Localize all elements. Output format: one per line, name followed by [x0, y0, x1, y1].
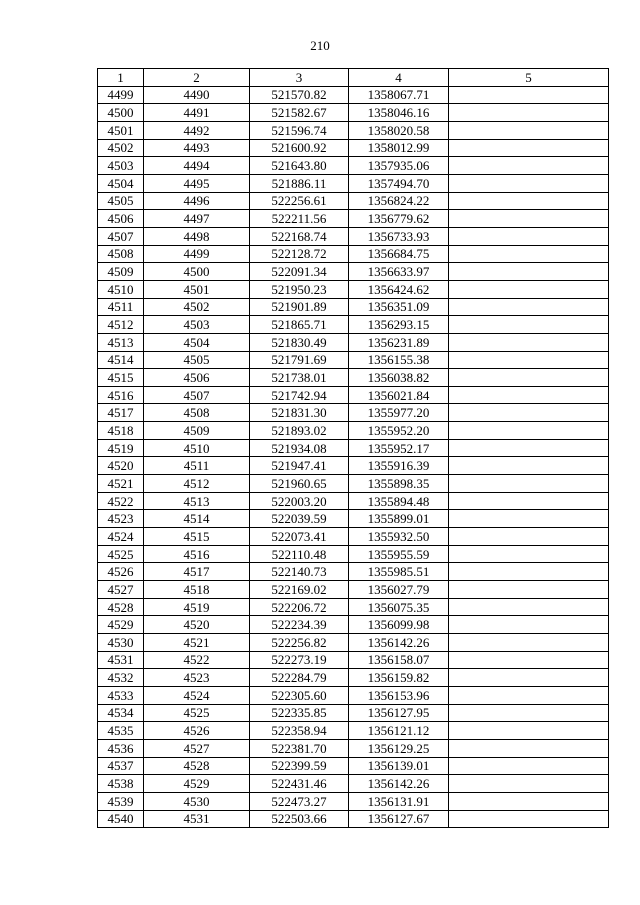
table-cell-col-3: 522128.72 — [250, 245, 349, 263]
table-cell-col-4: 1356155.38 — [349, 351, 449, 369]
table-cell-col-5 — [449, 386, 609, 404]
table-cell-col-3: 522431.46 — [250, 775, 349, 793]
table-cell-col-4: 1355932.50 — [349, 528, 449, 546]
table-cell-col-5 — [449, 651, 609, 669]
table-cell-col-5 — [449, 563, 609, 581]
table-cell-col-1: 4529 — [98, 616, 144, 634]
table-cell-col-3: 522284.79 — [250, 669, 349, 687]
table-row — [98, 475, 609, 493]
table-cell-col-2: 4511 — [144, 457, 250, 475]
table-cell-col-1: 4540 — [98, 810, 144, 828]
table-row — [98, 104, 609, 122]
table-row — [98, 86, 609, 104]
table-cell-col-4: 1355916.39 — [349, 457, 449, 475]
table-cell-col-1: 4522 — [98, 492, 144, 510]
table-cell-col-3: 521738.01 — [250, 369, 349, 387]
table-cell-col-3: 521893.02 — [250, 422, 349, 440]
table-cell-col-5 — [449, 210, 609, 228]
table-cell-col-1: 4532 — [98, 669, 144, 687]
table-cell-col-1: 4535 — [98, 722, 144, 740]
table-cell-col-1: 4538 — [98, 775, 144, 793]
table-cell-col-2: 4516 — [144, 545, 250, 563]
table-cell-col-2: 4498 — [144, 227, 250, 245]
table-cell-col-1: 4516 — [98, 386, 144, 404]
table-cell-col-2: 4521 — [144, 634, 250, 652]
table-cell-col-5 — [449, 263, 609, 281]
table-cell-col-1: 4509 — [98, 263, 144, 281]
table-cell-col-1: 4511 — [98, 298, 144, 316]
table-cell-col-4: 1358020.58 — [349, 121, 449, 139]
table-cell-col-4: 1356684.75 — [349, 245, 449, 263]
table-cell-col-5 — [449, 757, 609, 775]
table-cell-col-1: 4510 — [98, 280, 144, 298]
table-row — [98, 210, 609, 228]
table-row — [98, 810, 609, 828]
table-cell-col-1: 4502 — [98, 139, 144, 157]
table-cell-col-2: 4525 — [144, 704, 250, 722]
table-row — [98, 386, 609, 404]
page-number: 210 — [310, 38, 330, 53]
table-cell-col-1: 4521 — [98, 475, 144, 493]
table-cell-col-4: 1355899.01 — [349, 510, 449, 528]
table-cell-col-4: 1356038.82 — [349, 369, 449, 387]
table-cell-col-4: 1356633.97 — [349, 263, 449, 281]
table-row — [98, 139, 609, 157]
table-cell-col-1: 4526 — [98, 563, 144, 581]
table-cell-col-5 — [449, 810, 609, 828]
table-cell-col-2: 4508 — [144, 404, 250, 422]
table-cell-col-2: 4512 — [144, 475, 250, 493]
table-cell-col-4: 1356153.96 — [349, 686, 449, 704]
table-cell-col-5 — [449, 227, 609, 245]
table-cell-col-4: 1356824.22 — [349, 192, 449, 210]
table-cell-col-4: 1357935.06 — [349, 157, 449, 175]
table-cell-col-4: 1356131.91 — [349, 792, 449, 810]
table-row — [98, 686, 609, 704]
table-cell-col-3: 522305.60 — [250, 686, 349, 704]
table-cell-col-2: 4515 — [144, 528, 250, 546]
table-cell-col-3: 522256.61 — [250, 192, 349, 210]
table-cell-col-4: 1355894.48 — [349, 492, 449, 510]
table-cell-col-2: 4506 — [144, 369, 250, 387]
table-cell-col-4: 1356733.93 — [349, 227, 449, 245]
table-cell-col-5 — [449, 528, 609, 546]
table-cell-col-5 — [449, 139, 609, 157]
table-cell-col-2: 4530 — [144, 792, 250, 810]
table-cell-col-2: 4531 — [144, 810, 250, 828]
table-cell-col-1: 4527 — [98, 581, 144, 599]
table-row — [98, 457, 609, 475]
table-cell-col-3: 522381.70 — [250, 739, 349, 757]
table-cell-col-3: 522110.48 — [250, 545, 349, 563]
column-header-2: 2 — [144, 69, 250, 87]
table-cell-col-4: 1356159.82 — [349, 669, 449, 687]
table-cell-col-1: 4515 — [98, 369, 144, 387]
table-cell-col-2: 4507 — [144, 386, 250, 404]
table-cell-col-4: 1356142.26 — [349, 775, 449, 793]
table-cell-col-4: 1356142.26 — [349, 634, 449, 652]
table-cell-col-5 — [449, 792, 609, 810]
table-cell-col-2: 4504 — [144, 333, 250, 351]
table-cell-col-5 — [449, 351, 609, 369]
table-cell-col-1: 4539 — [98, 792, 144, 810]
table-cell-col-1: 4508 — [98, 245, 144, 263]
table-cell-col-3: 521831.30 — [250, 404, 349, 422]
table-cell-col-3: 522399.59 — [250, 757, 349, 775]
table-cell-col-5 — [449, 634, 609, 652]
table-cell-col-2: 4490 — [144, 86, 250, 104]
table-cell-col-2: 4503 — [144, 316, 250, 334]
table-cell-col-1: 4533 — [98, 686, 144, 704]
table-cell-col-1: 4513 — [98, 333, 144, 351]
table-cell-col-5 — [449, 86, 609, 104]
table-row — [98, 280, 609, 298]
table-cell-col-2: 4493 — [144, 139, 250, 157]
table-row — [98, 757, 609, 775]
table-row — [98, 704, 609, 722]
table-cell-col-1: 4501 — [98, 121, 144, 139]
table-cell-col-1: 4505 — [98, 192, 144, 210]
table-row — [98, 669, 609, 687]
table-row — [98, 563, 609, 581]
table-cell-col-2: 4513 — [144, 492, 250, 510]
table-cell-col-4: 1355952.17 — [349, 439, 449, 457]
table-cell-col-3: 522211.56 — [250, 210, 349, 228]
table-row — [98, 598, 609, 616]
table-cell-col-5 — [449, 104, 609, 122]
table-row — [98, 528, 609, 546]
table-cell-col-3: 521830.49 — [250, 333, 349, 351]
column-header-1: 1 — [98, 69, 144, 87]
table-cell-col-4: 1358012.99 — [349, 139, 449, 157]
table-cell-col-2: 4492 — [144, 121, 250, 139]
table-cell-col-1: 4524 — [98, 528, 144, 546]
table-cell-col-4: 1358067.71 — [349, 86, 449, 104]
table-row — [98, 404, 609, 422]
table-row — [98, 722, 609, 740]
table-cell-col-3: 522473.27 — [250, 792, 349, 810]
table-row — [98, 581, 609, 599]
table-cell-col-5 — [449, 704, 609, 722]
table-cell-col-4: 1355952.20 — [349, 422, 449, 440]
table-cell-col-2: 4505 — [144, 351, 250, 369]
table-cell-col-2: 4491 — [144, 104, 250, 122]
column-header-5: 5 — [449, 69, 609, 87]
table-row — [98, 245, 609, 263]
table-cell-col-4: 1356351.09 — [349, 298, 449, 316]
table-cell-col-4: 1355898.35 — [349, 475, 449, 493]
table-cell-col-2: 4509 — [144, 422, 250, 440]
table-cell-col-3: 522234.39 — [250, 616, 349, 634]
table-cell-col-4: 1356127.67 — [349, 810, 449, 828]
column-header-3: 3 — [250, 69, 349, 87]
table-cell-col-3: 521960.65 — [250, 475, 349, 493]
table-cell-col-2: 4524 — [144, 686, 250, 704]
table-cell-col-5 — [449, 280, 609, 298]
table-cell-col-3: 521742.94 — [250, 386, 349, 404]
table-cell-col-2: 4527 — [144, 739, 250, 757]
table-cell-col-4: 1356099.98 — [349, 616, 449, 634]
table-cell-col-2: 4495 — [144, 174, 250, 192]
table-row — [98, 775, 609, 793]
table-cell-col-3: 522003.20 — [250, 492, 349, 510]
table-cell-col-5 — [449, 669, 609, 687]
table-cell-col-5 — [449, 775, 609, 793]
table-cell-col-1: 4536 — [98, 739, 144, 757]
table-cell-col-4: 1356129.25 — [349, 739, 449, 757]
table-cell-col-1: 4504 — [98, 174, 144, 192]
table-cell-col-3: 522091.34 — [250, 263, 349, 281]
table-row — [98, 439, 609, 457]
table-cell-col-2: 4494 — [144, 157, 250, 175]
table-cell-col-5 — [449, 316, 609, 334]
table-row — [98, 422, 609, 440]
table-cell-col-5 — [449, 722, 609, 740]
table-cell-col-3: 522169.02 — [250, 581, 349, 599]
table-cell-col-5 — [449, 121, 609, 139]
table-row — [98, 174, 609, 192]
table-cell-col-4: 1356424.62 — [349, 280, 449, 298]
table-cell-col-5 — [449, 439, 609, 457]
table-cell-col-3: 521791.69 — [250, 351, 349, 369]
table-cell-col-2: 4519 — [144, 598, 250, 616]
table-cell-col-2: 4502 — [144, 298, 250, 316]
table-cell-col-3: 521934.08 — [250, 439, 349, 457]
table-cell-col-1: 4518 — [98, 422, 144, 440]
table-row — [98, 739, 609, 757]
table-cell-col-3: 522335.85 — [250, 704, 349, 722]
table-cell-col-5 — [449, 475, 609, 493]
table-cell-col-1: 4514 — [98, 351, 144, 369]
table-cell-col-4: 1355985.51 — [349, 563, 449, 581]
table-cell-col-5 — [449, 245, 609, 263]
table-cell-col-2: 4518 — [144, 581, 250, 599]
coordinates-table — [97, 68, 609, 828]
column-header-4: 4 — [349, 69, 449, 87]
table-cell-col-2: 4528 — [144, 757, 250, 775]
table-row — [98, 651, 609, 669]
table-body — [98, 86, 609, 828]
table-cell-col-2: 4514 — [144, 510, 250, 528]
table-cell-col-4: 1355977.20 — [349, 404, 449, 422]
table-cell-col-1: 4499 — [98, 86, 144, 104]
table-cell-col-1: 4528 — [98, 598, 144, 616]
table-cell-col-2: 4522 — [144, 651, 250, 669]
table-cell-col-3: 521950.23 — [250, 280, 349, 298]
table-cell-col-2: 4520 — [144, 616, 250, 634]
table-cell-col-5 — [449, 581, 609, 599]
table-cell-col-4: 1356231.89 — [349, 333, 449, 351]
table-cell-col-4: 1356027.79 — [349, 581, 449, 599]
table-cell-col-4: 1356293.15 — [349, 316, 449, 334]
table-row — [98, 616, 609, 634]
table-cell-col-3: 521947.41 — [250, 457, 349, 475]
table-cell-col-4: 1357494.70 — [349, 174, 449, 192]
table-cell-col-5 — [449, 369, 609, 387]
table-row — [98, 192, 609, 210]
table-cell-col-1: 4520 — [98, 457, 144, 475]
table-row — [98, 634, 609, 652]
table-cell-col-1: 4530 — [98, 634, 144, 652]
table-row — [98, 510, 609, 528]
table-cell-col-2: 4501 — [144, 280, 250, 298]
table-cell-col-4: 1356121.12 — [349, 722, 449, 740]
table-row — [98, 157, 609, 175]
table-row — [98, 316, 609, 334]
table-cell-col-5 — [449, 404, 609, 422]
table-cell-col-3: 522168.74 — [250, 227, 349, 245]
table-row — [98, 492, 609, 510]
table-row — [98, 545, 609, 563]
table-cell-col-3: 522273.19 — [250, 651, 349, 669]
table-cell-col-5 — [449, 333, 609, 351]
table-cell-col-1: 4503 — [98, 157, 144, 175]
table-cell-col-5 — [449, 545, 609, 563]
table-cell-col-2: 4499 — [144, 245, 250, 263]
table-cell-col-4: 1356158.07 — [349, 651, 449, 669]
table-cell-col-1: 4525 — [98, 545, 144, 563]
table-cell-col-5 — [449, 298, 609, 316]
table-cell-col-1: 4517 — [98, 404, 144, 422]
table-cell-col-3: 522256.82 — [250, 634, 349, 652]
table-cell-col-3: 522206.72 — [250, 598, 349, 616]
table-header-row — [98, 69, 609, 87]
table-cell-col-2: 4496 — [144, 192, 250, 210]
table-row — [98, 121, 609, 139]
table-cell-col-5 — [449, 686, 609, 704]
table-cell-col-1: 4534 — [98, 704, 144, 722]
table-cell-col-3: 522503.66 — [250, 810, 349, 828]
table-cell-col-5 — [449, 598, 609, 616]
table-row — [98, 351, 609, 369]
table-cell-col-4: 1355955.59 — [349, 545, 449, 563]
table-cell-col-5 — [449, 192, 609, 210]
table-cell-col-5 — [449, 616, 609, 634]
table-cell-col-1: 4523 — [98, 510, 144, 528]
table-cell-col-1: 4500 — [98, 104, 144, 122]
table-cell-col-3: 521886.11 — [250, 174, 349, 192]
table-cell-col-5 — [449, 510, 609, 528]
table-row — [98, 792, 609, 810]
table-cell-col-3: 522039.59 — [250, 510, 349, 528]
table-row — [98, 298, 609, 316]
table-cell-col-1: 4507 — [98, 227, 144, 245]
table-cell-col-2: 4529 — [144, 775, 250, 793]
table-row — [98, 263, 609, 281]
table-cell-col-3: 521582.67 — [250, 104, 349, 122]
table-cell-col-1: 4506 — [98, 210, 144, 228]
table-cell-col-1: 4531 — [98, 651, 144, 669]
table-cell-col-5 — [449, 739, 609, 757]
table-cell-col-3: 521596.74 — [250, 121, 349, 139]
table-cell-col-2: 4497 — [144, 210, 250, 228]
table-cell-col-3: 521643.80 — [250, 157, 349, 175]
table-row — [98, 369, 609, 387]
table-cell-col-2: 4510 — [144, 439, 250, 457]
table-cell-col-1: 4537 — [98, 757, 144, 775]
table-cell-col-3: 522358.94 — [250, 722, 349, 740]
table-cell-col-3: 522140.73 — [250, 563, 349, 581]
table-cell-col-3: 521570.82 — [250, 86, 349, 104]
table-cell-col-3: 521865.71 — [250, 316, 349, 334]
table-cell-col-3: 522073.41 — [250, 528, 349, 546]
table-cell-col-5 — [449, 457, 609, 475]
table-cell-col-2: 4523 — [144, 669, 250, 687]
table-row — [98, 333, 609, 351]
table-cell-col-1: 4512 — [98, 316, 144, 334]
table-cell-col-4: 1356127.95 — [349, 704, 449, 722]
table-cell-col-4: 1356075.35 — [349, 598, 449, 616]
table-row — [98, 227, 609, 245]
table-cell-col-1: 4519 — [98, 439, 144, 457]
table-cell-col-5 — [449, 422, 609, 440]
table-cell-col-5 — [449, 174, 609, 192]
table-cell-col-5 — [449, 157, 609, 175]
table-cell-col-4: 1356139.01 — [349, 757, 449, 775]
table-cell-col-2: 4500 — [144, 263, 250, 281]
table-cell-col-2: 4526 — [144, 722, 250, 740]
table-cell-col-4: 1358046.16 — [349, 104, 449, 122]
table-cell-col-5 — [449, 492, 609, 510]
table-cell-col-2: 4517 — [144, 563, 250, 581]
table-cell-col-3: 521600.92 — [250, 139, 349, 157]
table-cell-col-3: 521901.89 — [250, 298, 349, 316]
table-cell-col-4: 1356021.84 — [349, 386, 449, 404]
table-cell-col-4: 1356779.62 — [349, 210, 449, 228]
